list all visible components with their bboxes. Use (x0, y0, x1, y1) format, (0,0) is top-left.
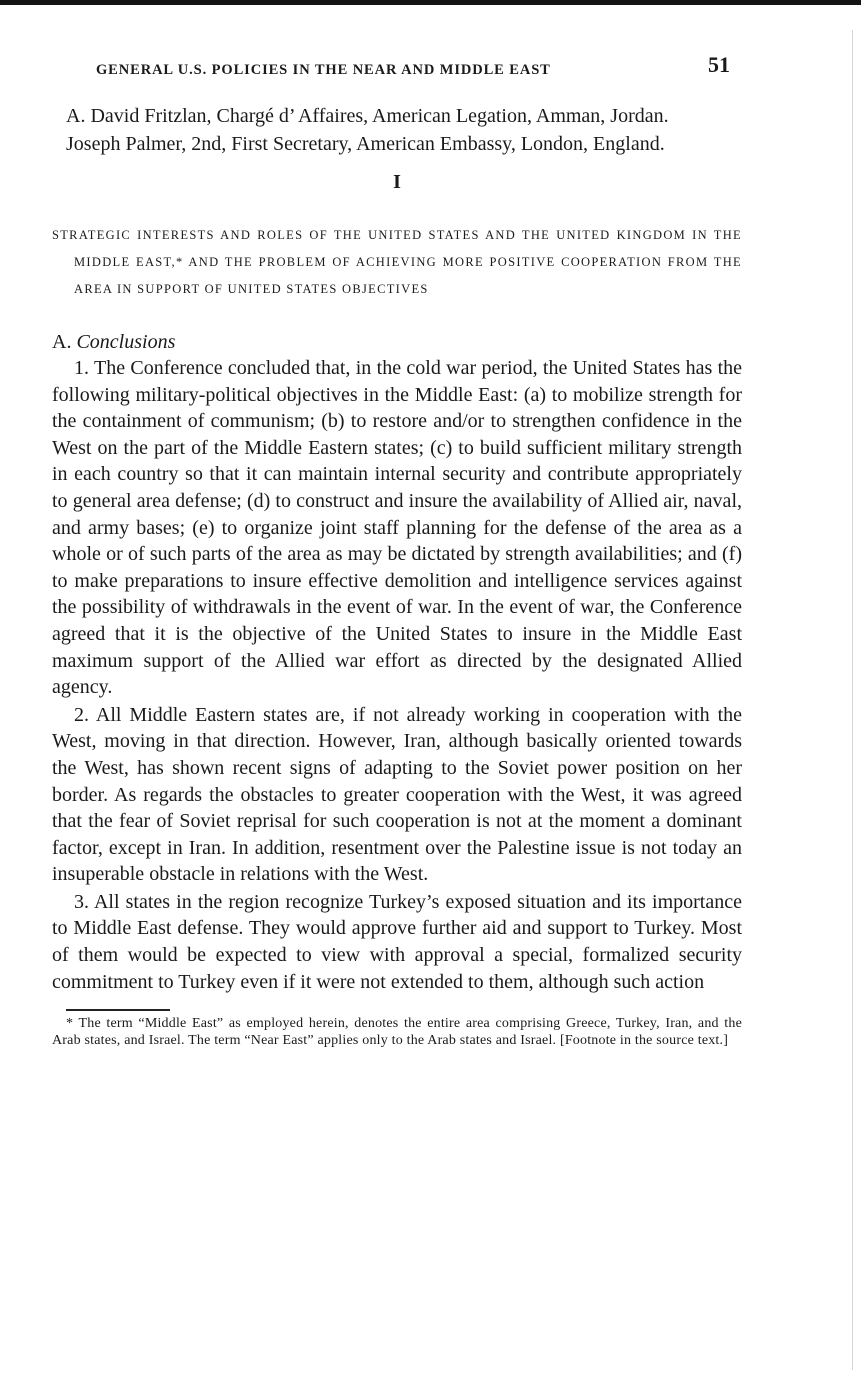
section-numeral: I (393, 171, 401, 193)
running-head-title: GENERAL U.S. POLICIES IN THE NEAR AND MIDDLE EAST (96, 62, 551, 78)
page-right-edge (852, 30, 853, 1370)
paragraph-3: 3. All states in the region recognize Turkey’s exposed situation and its importance to Middle East defense. They would approve further aid and support to Turkey. Most of them would be expected to view with approval a special, formalized security commitment to Turkey even if it were not extended to them, although such action (52, 890, 742, 993)
running-head (52, 50, 742, 80)
subsection-title: Conclusions (76, 331, 176, 353)
document-page (52, 50, 742, 1049)
section-heading: STRATEGIC INTERESTS AND ROLES OF THE UNITED STATES AND THE UNITED KINGDOM IN THE MIDDLE EAST,* AND THE PROBLEM OF ACHIEVING MORE POSITIVE COOPERATION FROM THE AREA IN SUPPORT OF UNITED STATES OBJECTIVES (52, 228, 742, 296)
paragraph-2: 2. All Middle Eastern states are, if not already working in cooperation with the West, moving in that direction. However, Iran, although basically oriented towards the West, has shown recent signs of adapting to the Soviet power position on her border. As regards the obstacles to greater cooperation with the West, it was agreed that the fear of Soviet reprisal for such cooperation is not at the moment a dominant factor, except in Iran. In addition, resentment over the Palestine issue is not today an insuperable obstacle in relations with the West. (52, 703, 742, 886)
footnote: * The term “Middle East” as employed herein, denotes the entire area comprising Greece, Turkey, Iran, and the Arab states, and Israel. The term “Near East” applies only to the Arab states and Israel. [Footnote in the source text.] (52, 1016, 742, 1049)
participant-entry: Joseph Palmer, 2nd, First Secretary, American Embassy, London, England. (66, 133, 665, 155)
subsection-letter: A. (52, 331, 72, 353)
page-number: 51 (708, 52, 730, 77)
page-top-edge (0, 0, 861, 5)
participant-list (52, 102, 742, 158)
paragraph-1: 1. The Conference concluded that, in the cold war period, the United States has the following military-political objectives in the Middle East: (a) to mobilize strength for the containment of communism; (b) to restore and/or to strengthen confidence in the West on the part of the Middle Eastern states; (c) to build sufficient military strength in each country so that it can maintain internal security and contribute appropriately to general area defense; (d) to construct and insure the availability of Allied air, naval, and army bases; (e) to organize joint staff planning for the defense of the area as a whole or of such parts of the area as may be dictated by strength availabilities; and (f) to make preparations to insure effective demolition and intelligence services against the possibility of withdrawals in the event of war. In the event of war, the Conference agreed that it is the objective of the United States to insure in the Middle East maximum support of the Allied war effort as directed by the designated Allied agency. (52, 357, 742, 699)
footnote-rule (66, 1009, 170, 1011)
subsection-heading (52, 329, 742, 355)
participant-entry: A. David Fritzlan, Chargé d’ Affaires, American Legation, Amman, Jordan. (66, 105, 669, 127)
